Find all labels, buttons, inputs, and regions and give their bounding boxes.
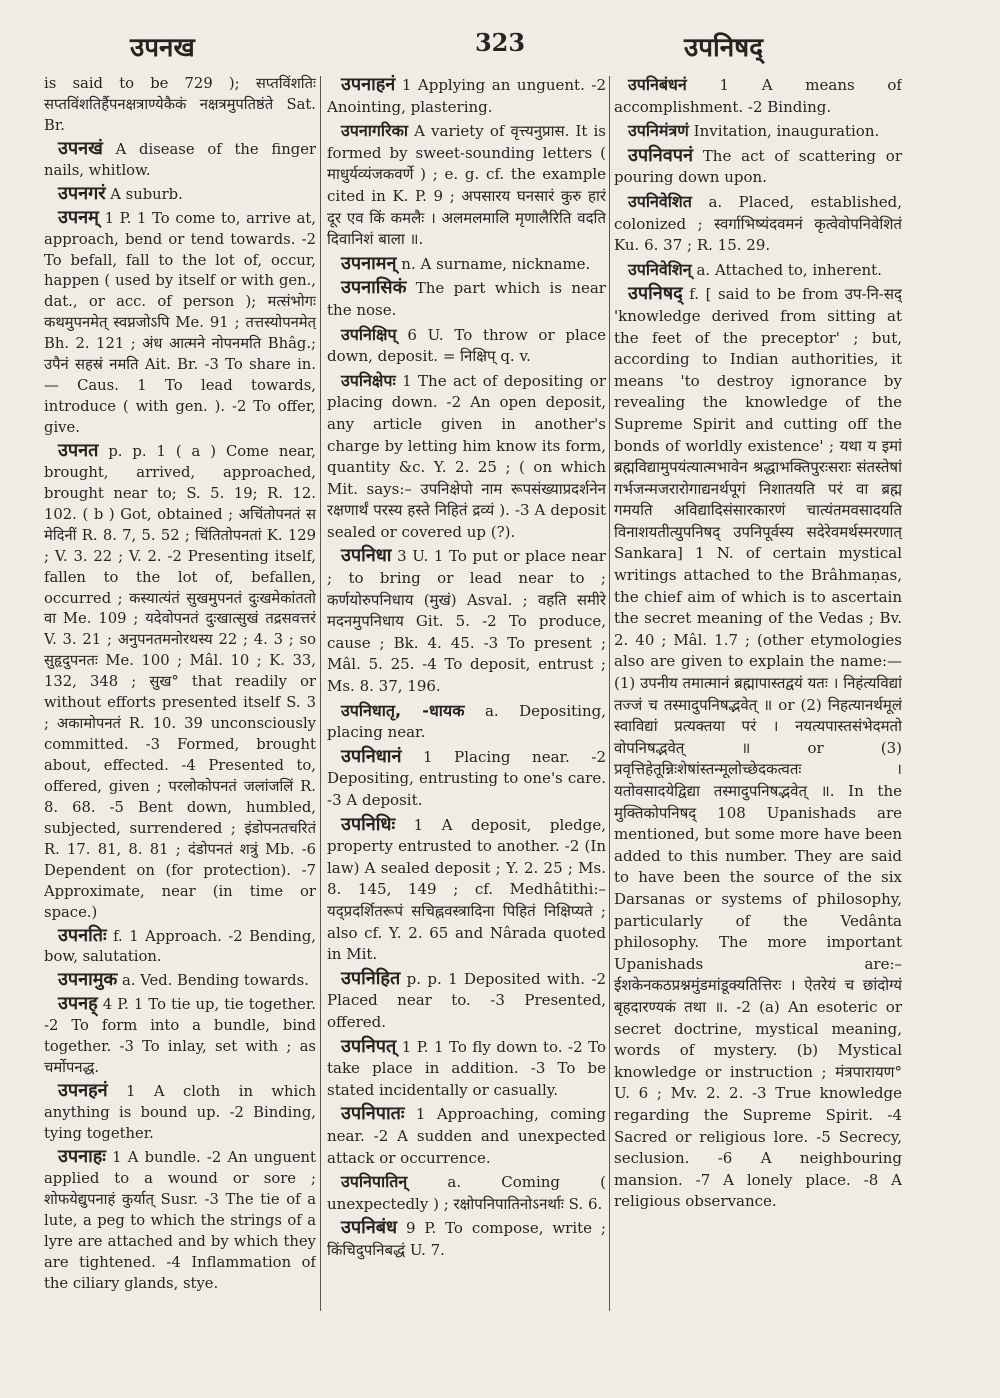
dictionary-entry [614,283,902,1213]
dictionary-entry [614,120,902,143]
dictionary-entry [614,74,902,118]
entry-headword: उपनिपत् [341,1035,397,1057]
dictionary-entry [327,700,606,744]
column-2 [327,74,606,1324]
entry-headword: उपनाहः [58,1145,106,1167]
header-right-guideword: उपनिषद् [684,33,764,63]
dictionary-entry [327,746,606,812]
entry-definition: 1 Approaching, coming near. -2 A sudden and unexpected attack or occurrence. [327,1105,606,1167]
entry-headword: उपनिषद् [628,283,683,305]
dictionary-entry [44,1147,316,1295]
dictionary-entry [44,970,316,992]
entry-headword: उपनिपातिन् [341,1172,408,1192]
entry-headword: उपनाहनं [341,74,396,95]
dictionary-entry [44,926,316,969]
dictionary-entry [327,370,606,544]
entry-headword: उपनिक्षेपः [341,370,396,390]
dictionary-entry [614,145,902,189]
entry-headword: उपनिवेशित [628,191,692,211]
entry-definition: A suburb. [110,185,183,203]
entry-headword: उपनम् [58,206,99,228]
dictionary-entry [44,139,316,182]
entry-definition: is said to be 729 ); सप्तविंशतिः सप्तविंशतिर्हैपनक्षत्राण्येकैकं नक्षत्रमुपतिष्ठंते Sat. Br. [44,75,316,134]
column-divider [609,76,610,1311]
entry-definition: The act of scattering or pouring down upon. [614,146,902,187]
dictionary-entry [327,814,606,966]
entry-headword: उपनगरं [58,182,106,204]
entry-headword: उपनिक्षिप् [341,324,397,344]
dictionary-entry [327,1217,606,1261]
entry-definition: a. Ved. Bending towards. [122,972,309,990]
entry-headword: उपनिवपनं [628,144,693,166]
dictionary-entry [327,253,606,276]
dictionary-entry [44,994,316,1079]
column-1 [44,74,316,1324]
entry-headword: उपनत [58,439,99,461]
entry-headword: उपनासिकं [341,277,407,299]
dictionary-entry [327,1036,606,1102]
dictionary-entry [614,191,902,257]
dictionary-entry [327,1171,606,1215]
page-header [0,28,1000,72]
entry-definition: 9 P. To compose, write ; किंचिदुपनिबद्धं U. 7. [327,1219,606,1259]
entry-headword: उपनिधानं [341,745,402,767]
entry-definition: a. Depositing, placing near. [327,701,606,742]
dictionary-entry [327,1103,606,1169]
entry-headword: उपनागरिका [341,121,409,141]
entry-definition: 1 P. 1 To come to, arrive at, approach, bend or tend towards. -2 To befall, fall to the lot of, occur, happen ( used by itself or with gen., dat., or acc. of person ); मत्संभोगः कथमुपनमेत् स्वप्नजोऽपि Me. 91 ; तत्तस्योपनमेत् Bh. 2. 121 ; अंध आत्मने नोपनमति Bhâg.; उपैनं सहस्रं नमति Ait. Br. -3 To share in. — Caus. 1 To lead towards, introduce ( with gen. ). -2 To offer, give. [44,209,316,436]
dictionary-entry [327,324,606,368]
entry-headword: उपनह् [58,993,98,1015]
dictionary-entry [327,968,606,1034]
dictionary-entry [614,259,902,282]
dictionary-entry [44,441,316,924]
entry-headword: उपनतिः [58,924,107,946]
entry-definition: 1 Applying an unguent. -2 Anointing, plastering. [327,76,606,116]
entry-definition: A disease of the finger nails, whitlow. [44,140,316,179]
entry-headword: उपनिधातृ, -धायक [341,700,465,720]
entry-headword: उपनामन् [341,252,397,274]
entry-definition: 1 A cloth in which anything is bound up. -2 Binding, tying together. [44,1083,316,1142]
entry-headword: उपनामुक [58,969,118,991]
entry-headword: उपनखं [58,137,103,159]
entry-headword: उपनिपातः [341,1103,405,1125]
entry-definition: a. Attached to, inherent. [696,260,882,279]
entry-definition: 1 A means of accomplishment. -2 Binding. [614,76,902,116]
entry-definition: A variety of वृत्त्यनुप्रास. It is formed by sweet-sounding letters ( माधुर्यव्यंजकवर्णे ) ; e. g. cf. the example cited in K. P. 9 ; अपसारय घनसारं कुरु हारं दूर एव किं कमलैः । अलमलमालि मृणालैरिति वदति दिवानिशं बाला ॥. [327,122,606,249]
column-3 [614,74,902,1324]
dictionary-entry [44,208,316,439]
entry-definition: 4 P. 1 To tie up, tie together. -2 To form into a bundle, bind together. -3 To inlay, set with ; as चर्मोपनद्ध. [44,996,316,1077]
entry-headword: उपनिवेशिन् [628,259,692,279]
header-left-guideword: उपनख [130,33,195,63]
entry-definition: 1 A deposit, pledge, property entrusted to another. -2 (In law) A sealed deposit ; Y. 2. 25 ; Ms. 8. 145, 149 ; cf. Medhâtithi:– यद्प्रदर्शितरूपं सचिह्नवस्त्रादिना पिहितं निक्षिप्यते ; also cf. Y. 2. 65 and Nârada quoted in Mit. [327,815,606,964]
entry-definition: The part which is near the nose. [327,279,606,319]
entry-definition: 3 U. 1 To put or place near ; to bring or lead near to ; कर्णयोरुपनिधाय (मुखं) Asval. ; वहति समीरे मदनमुपनिधाय Git. 5. -2 To produce, cause ; Bk. 4. 45. -3 To present ; Mâl. 5. 25. -4 To deposit, entrust ; Ms. 8. 37, 196. [327,547,606,696]
entry-headword: उपनिधिः [341,813,396,835]
entry-definition: 6 U. To throw or place down, deposit. = निक्षिप् q. v. [327,325,606,366]
entry-headword: उपनिहित [341,967,401,989]
entry-definition: 1 A bundle. -2 An unguent applied to a wound or sore ; शोफयेद्युपनाहं कुर्यात् Susr. -3 The tie of a lute, a peg to which the strings of a lyre are attached and by which they are tightened. -4 Inflammation of the ciliary glands, stye. [44,1148,316,1292]
entry-definition: 1 The act of depositing or placing down. -2 An open deposit, any article given in another's charge by letting him know its form, quantity &c. Y. 2. 25 ; ( on which Mit. says:– उपनिक्षेपो नाम रूपसंख्याप्रदर्शनेन रक्षणार्थं परस्य हस्ते निहितं द्रव्यं ). -3 A deposit sealed or covered up (?). [327,371,606,541]
entry-headword: उपनिधा [341,545,392,567]
entry-definition: a. Placed, established, colonized ; स्वर्गाभिष्यंदवमनं कृत्वेवोपनिवेशितं Ku. 6. 37 ; R. 15. 29. [614,192,902,255]
entry-definition: f. [ said to be from उप-नि-सद् 'knowledge derived from sitting at the feet of the preceptor' ; but, according to Indian authorities, it means 'to destroy ignorance by revealing the knowledge of the Supreme Spirit and cutting off the bonds of worldly existence' ; यथा य इमां ब्रह्मविद्यामुपयंत्यात्मभावेन श्रद्धाभक्तिपुरःसराः संतस्तेषां गर्भजन्मजरारोगाद्यनर्थपूगं निशातयति परं वा ब्रह्म गमयति अविद्यादिसंसारकारणं चात्यंतमवसादयति विनाशयतीत्युपनिषद् उपनिपूर्वस्य सदेरेवमर्थस्मरणात् Sankara] 1 N. of certain mystical writings attached to the Brâhmaṇas, the chief aim of which is to ascertain the secret meaning of the Vedas ; Bv. 2. 40 ; Mâl. 1.7 ; (other etymologies also are given to explain the name:— (1) उपनीय तमात्मानं ब्रह्मापास्तद्वयं यतः । निहंत्यविद्यां तज्जं च तस्मादुपनिषद्भवेत् ॥ or (2) निहत्यानर्थमूलं स्वाविद्यां प्रत्यक्तया परं । नयत्यपास्तसंभेदमतो वोपनिषद्भवेत् ॥ or (3) प्रवृत्तिहेतून्निःशेषांस्तन्मूलोच्छेदकत्वतः । यतोवसादयेद्विद्या तस्मादुपनिषद्भवेत् ॥. In the मुक्तिकोपनिषद् 108 Upanishads are mentioned, but some more have been added to this number. They are said to have been the source of the six Darsanas or systems of philosophy, particularly of the Vedânta philosophy. The more important Upanishads are:– ईशकेनकठप्रश्नमुंडमांडूक्यतित्तिरः । ऐतरेयं च छांदोग्यं बृहदारण्यकं तथा ॥. -2 (a) An esoteric or secret doctrine, mystical meaning, words of mystery. (b) Mystical knowledge or instruction ; मंत्रपारायण° U. 6 ; Mv. 2. 2. -3 True knowledge regarding the Supreme Spirit. -4 Sacred or religious lore. -5 Secrecy, seclusion. -6 A neighbouring mansion. -7 A lonely place. -8 A religious observance. [614,285,902,1211]
entry-headword: उपनिमंत्रणं [628,121,689,141]
dictionary-entry [327,120,606,251]
dictionary-entry [44,184,316,206]
entry-headword: उपनिबंध [341,1217,398,1239]
entry-continuation [44,74,316,137]
entry-headword: उपनहनं [58,1080,108,1102]
entry-definition: 1 Placing near. -2 Depositing, entrusting to one's care. -3 A deposit. [327,747,606,809]
entry-definition: n. A surname, nickname. [401,254,591,273]
dictionary-entry [327,277,606,321]
entry-definition: Invitation, inauguration. [693,122,880,141]
entry-definition: a. Coming ( unexpectedly ) ; रक्षोपनिपातिनोऽनर्थाः S. 6. [327,1173,606,1213]
dictionary-entry [44,1081,316,1145]
dictionary-entry [327,545,606,697]
entry-definition: p. p. 1 ( a ) Come near, brought, arrived, approached, brought near to; S. 5. 19; R. 12. 102. ( b ) Got, obtained ; अचिंतोपनतं स मेदिनीं R. 8. 7, 5. 52 ; चिंतितोपनतां K. 129 ; V. 3. 22 ; V. 2. -2 Presenting itself, fallen to the lot of, befallen, occurred ; कस्यात्यंतं सुखमुपनतं दुःखमेकांततो वा Me. 109 ; यदेवोपनतं दुःखात्सुखं तद्रसवत्तरं V. 3. 21 ; अनुपनतमनोरथस्य 22 ; 4. 3 ; so सुहृदुपनतः Me. 100 ; Mâl. 10 ; K. 33, 132, 348 ; सुख° that readily or without efforts presented itself S. 3 ; अकामोपनतं R. 10. 39 unconsciously committed. -3 Formed, brought about, effected. -4 Presented to, offered, given ; परलोकोपनतं जलांजलिं R. 8. 68. -5 Bent down, humbled, subjected, surrendered ; इंडोपनतचरितं R. 17. 81, 8. 81 ; दंडोपनतं शत्रुं Mb. -6 Dependent on (for protection). -7 Approximate, near (in time or space.) [44,442,316,921]
entry-definition: 1 P. 1 To fly down to. -2 To take place in addition. -3 To be stated incidentally or casually. [327,1037,606,1099]
entry-headword: उपनिबंधनं [628,75,687,94]
column-divider [320,76,321,1311]
entry-definition: p. p. 1 Deposited with. -2 Placed near to. -3 Presented, offered. [327,969,606,1031]
dictionary-entry [327,74,606,118]
page-number: 323 [474,28,526,57]
entry-definition: f. 1 Approach. -2 Bending, bow, salutation. [44,927,316,966]
